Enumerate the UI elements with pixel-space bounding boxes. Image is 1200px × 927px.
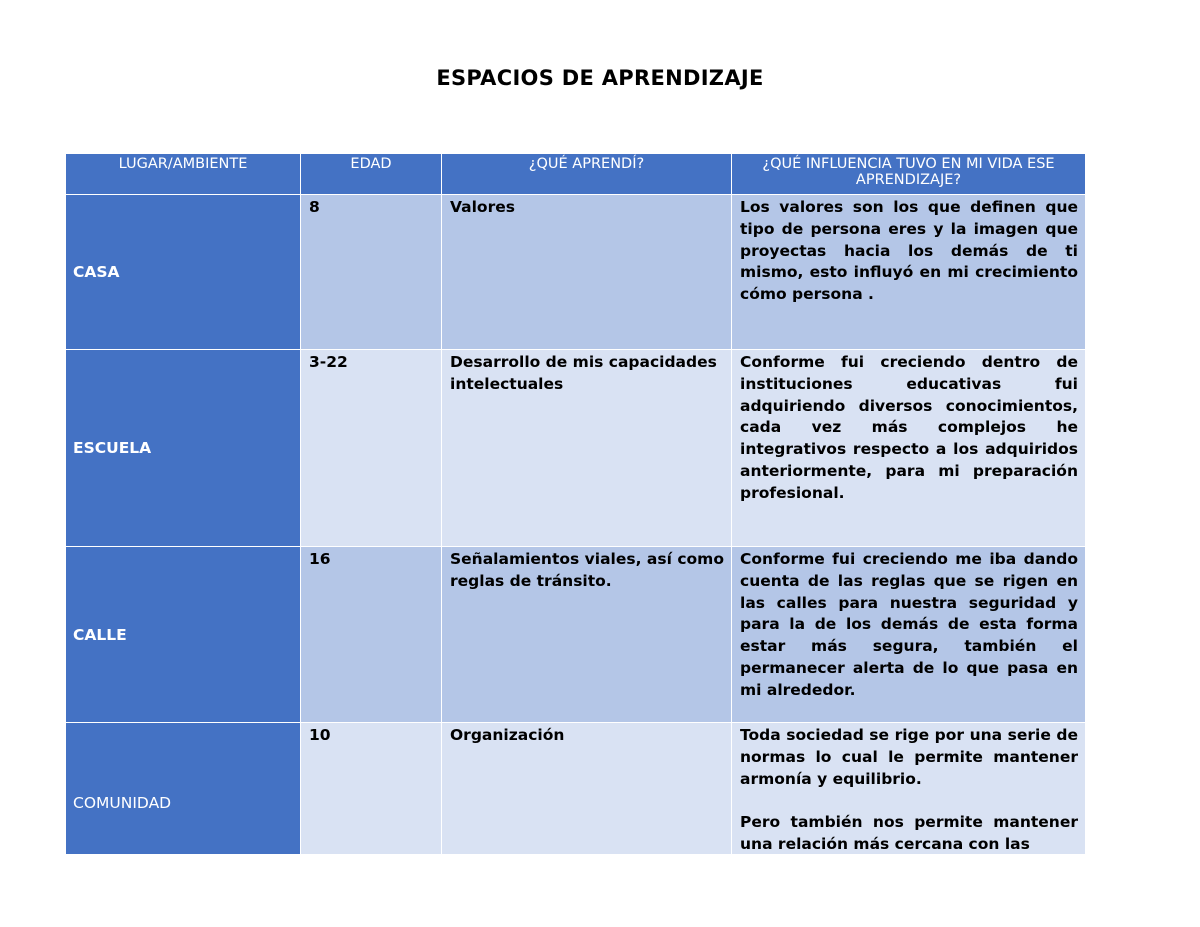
learning-spaces-table-container <box>65 153 1085 854</box>
age-cell: 10 <box>301 723 442 855</box>
table-row <box>66 547 1086 723</box>
learned-cell: Señalamientos viales, así como reglas de tránsito. <box>442 547 732 723</box>
table-row <box>66 350 1086 547</box>
learned-cell: Organización <box>442 723 732 855</box>
learning-spaces-table <box>65 153 1085 854</box>
place-cell: ESCUELA <box>66 350 301 547</box>
age-cell: 8 <box>301 195 442 350</box>
header-influence: ¿QUÉ INFLUENCIA TUVO EN MI VIDA ESE APRENDIZAJE? <box>732 154 1086 195</box>
age-cell: 16 <box>301 547 442 723</box>
age-cell: 3-22 <box>301 350 442 547</box>
header-place: LUGAR/AMBIENTE <box>66 154 301 195</box>
page-title: ESPACIOS DE APRENDIZAJE <box>436 66 764 90</box>
influence-cell <box>732 350 1086 547</box>
header-age: EDAD <box>301 154 442 195</box>
place-cell: CALLE <box>66 547 301 723</box>
place-cell: CASA <box>66 195 301 350</box>
influence-paragraph: Pero también nos permite mantener una relación más cercana con las <box>740 813 1078 853</box>
learned-cell: Valores <box>442 195 732 350</box>
place-cell: COMUNIDAD <box>66 723 301 855</box>
influence-cell <box>732 547 1086 723</box>
table-header-row <box>66 154 1086 195</box>
influence-paragraph: Conforme fui creciendo dentro de instituciones educativas fui adquiriendo diversos conocimientos, cada vez más complejos he integrativos respecto a los adquiridos anteriormente, para mi preparación profesional. <box>740 353 1078 502</box>
table-row <box>66 195 1086 350</box>
influence-cell <box>732 723 1086 855</box>
header-learned: ¿QUÉ APRENDÍ? <box>442 154 732 195</box>
influence-paragraph: Conforme fui creciendo me iba dando cuenta de las reglas que se rigen en las calles para nuestra seguridad y para la de los demás de esta forma estar más segura, también el permanecer alerta de lo que pasa en mi alrededor. <box>740 550 1078 699</box>
learned-cell: Desarrollo de mis capacidades intelectuales <box>442 350 732 547</box>
influence-cell <box>732 195 1086 350</box>
influence-paragraph: Los valores son los que definen que tipo de persona eres y la imagen que proyectas hacia los demás de ti mismo, esto influyó en mi crecimiento cómo persona . <box>740 198 1078 304</box>
table-row <box>66 723 1086 855</box>
influence-paragraph: Toda sociedad se rige por una serie de normas lo cual le permite mantener armonía y equilibrio. <box>740 726 1078 788</box>
